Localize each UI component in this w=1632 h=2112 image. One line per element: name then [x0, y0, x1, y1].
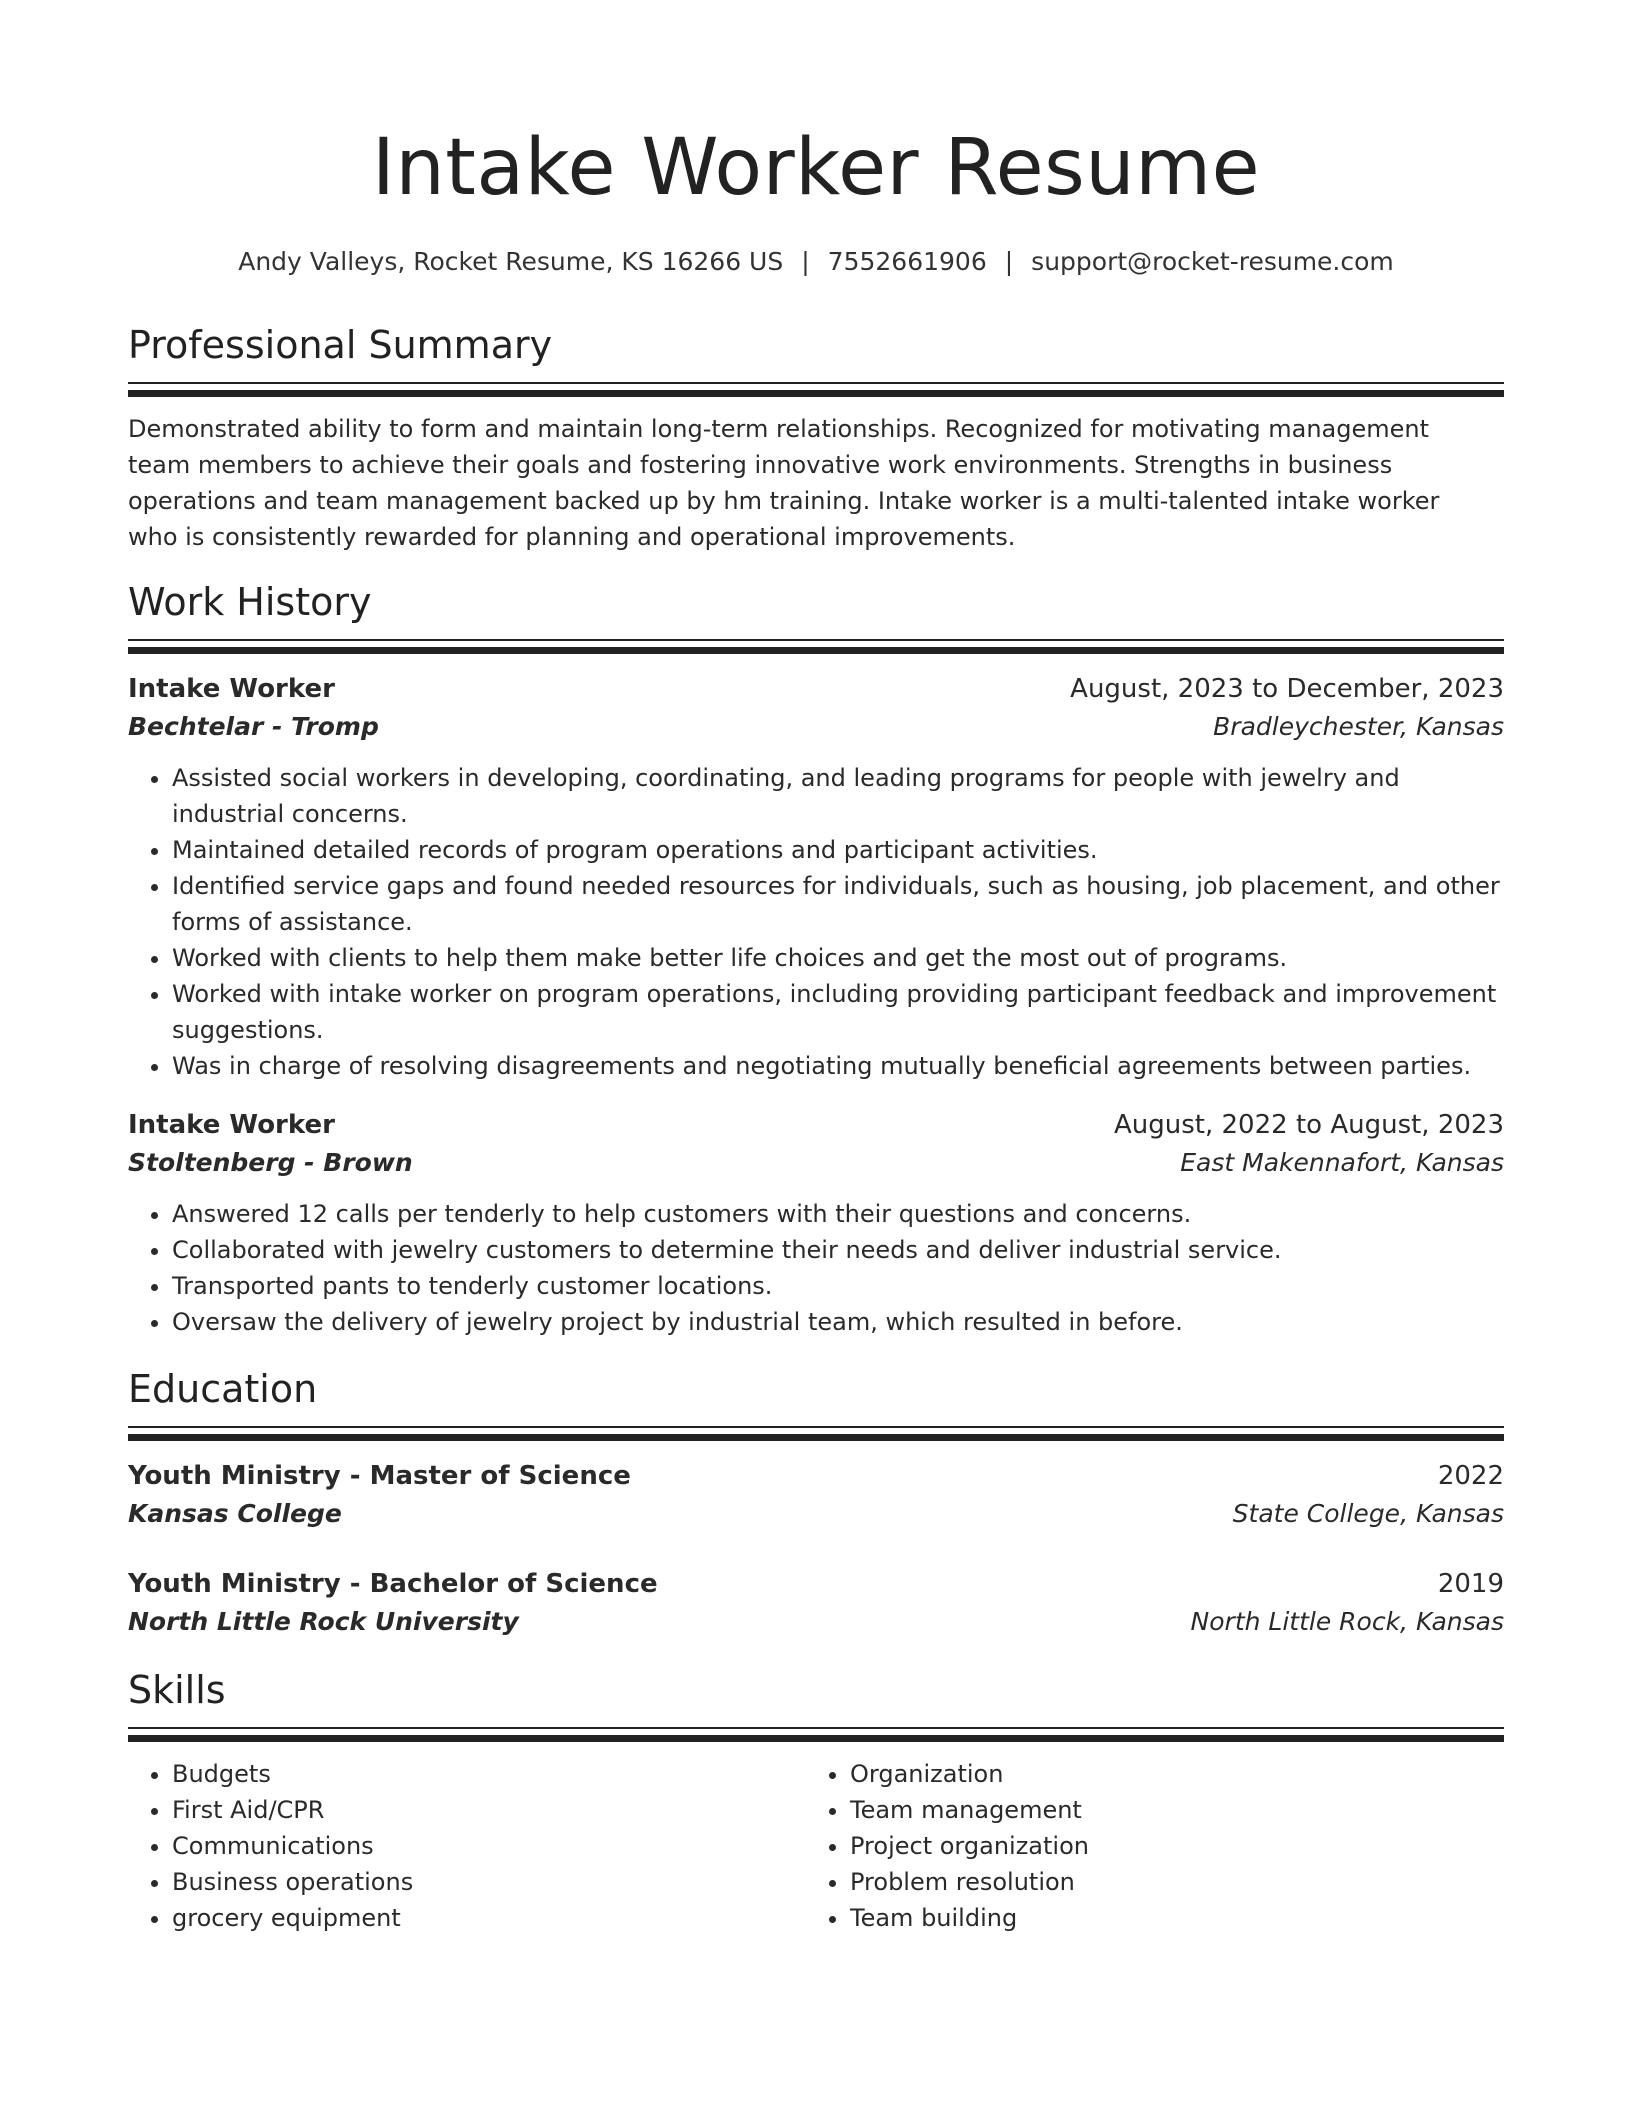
- skill-item: • First Aid/CPR: [172, 1792, 806, 1828]
- job-entry: [128, 670, 1504, 1084]
- list-item: • Oversaw the delivery of jewelry project by industrial team, which resulted in before.: [172, 1304, 1504, 1340]
- skill-item: • Team management: [850, 1792, 1484, 1828]
- skill-item: • Problem resolution: [850, 1864, 1484, 1900]
- list-item: • Assisted social workers in developing, coordinating, and leading programs for people with jewelry and industrial concerns.: [172, 760, 1504, 832]
- section-divider: [128, 639, 1504, 654]
- contact-separator: |: [1004, 247, 1014, 276]
- job-title: Intake Worker: [128, 1110, 335, 1140]
- list-item: • Worked with intake worker on program operations, including providing participant feedback and improvement suggestions.: [172, 976, 1504, 1048]
- education-location: North Little Rock, Kansas: [1190, 1607, 1504, 1636]
- summary-text: Demonstrated ability to form and maintain long-term relationships. Recognized for motivating management team members to achieve their goals and fostering innovative work environments. Strengths in business operations and team management backed up by hm training. Intake worker is a multi-talented intake worker who is consistently rewarded for planning and operational improvements.: [128, 415, 1440, 551]
- list-item: • Identified service gaps and found needed resources for individuals, such as housing, job placement, and other forms of assistance.: [172, 868, 1504, 940]
- job-bullet-list: [128, 760, 1504, 1084]
- skills-column-left: [128, 1756, 806, 1936]
- section-heading-education: Education: [128, 1367, 318, 1411]
- skill-item: • Project organization: [850, 1828, 1484, 1864]
- job-company: Bechtelar - Tromp: [128, 712, 379, 741]
- skill-item: • Communications: [172, 1828, 806, 1864]
- contact-phone: 7552661906: [827, 247, 987, 276]
- skill-item: • Business operations: [172, 1864, 806, 1900]
- contact-email[interactable]: support@rocket-resume.com: [1031, 247, 1394, 276]
- education-year: 2022: [1437, 1461, 1504, 1491]
- section-heading-work-history: Work History: [128, 580, 372, 624]
- section-divider: [128, 382, 1504, 397]
- summary-section: [128, 320, 1504, 555]
- skills-column-right: [806, 1756, 1484, 1936]
- skill-item: • Budgets: [172, 1756, 806, 1792]
- job-dates: August, 2022 to August, 2023: [1114, 1110, 1504, 1140]
- resume-page: [128, 0, 1504, 1936]
- list-item: • Collaborated with jewelry customers to determine their needs and deliver industrial service.: [172, 1232, 1504, 1268]
- list-item: • Worked with clients to help them make better life choices and get the most out of programs.: [172, 940, 1504, 976]
- skill-item: • grocery equipment: [172, 1900, 806, 1936]
- education-school: North Little Rock University: [128, 1607, 519, 1636]
- contact-address: Andy Valleys, Rocket Resume, KS 16266 US: [238, 247, 784, 276]
- education-location: State College, Kansas: [1232, 1499, 1504, 1528]
- job-location: East Makennafort, Kansas: [1180, 1148, 1504, 1177]
- section-divider: [128, 1727, 1504, 1742]
- skills-grid: [128, 1756, 1504, 1936]
- education-year: 2019: [1437, 1569, 1504, 1599]
- education-entry: [128, 1565, 1504, 1641]
- contact-line: [128, 244, 1504, 280]
- job-entry: [128, 1106, 1504, 1340]
- contact-separator: |: [801, 247, 810, 276]
- job-company: Stoltenberg - Brown: [128, 1148, 413, 1177]
- skill-item: • Organization: [850, 1756, 1484, 1792]
- job-bullet-list: [128, 1196, 1504, 1340]
- list-item: • Was in charge of resolving disagreements and negotiating mutually beneficial agreements between parties.: [172, 1048, 1504, 1084]
- work-history-section: [128, 577, 1504, 1340]
- section-heading-summary: Professional Summary: [128, 323, 553, 367]
- skills-section: [128, 1665, 1504, 1936]
- education-section: [128, 1364, 1504, 1641]
- resume-title: Intake Worker Resume: [371, 123, 1261, 213]
- list-item: • Answered 12 calls per tenderly to help customers with their questions and concerns.: [172, 1196, 1504, 1232]
- list-item: • Transported pants to tenderly customer locations.: [172, 1268, 1504, 1304]
- education-entry: [128, 1457, 1504, 1533]
- education-degree: Youth Ministry - Bachelor of Science: [128, 1569, 658, 1599]
- list-item: • Maintained detailed records of program operations and participant activities.: [172, 832, 1504, 868]
- job-dates: August, 2023 to December, 2023: [1070, 674, 1504, 704]
- skill-item: • Team building: [850, 1900, 1484, 1936]
- section-heading-skills: Skills: [128, 1668, 226, 1712]
- education-degree: Youth Ministry - Master of Science: [128, 1461, 631, 1491]
- job-title: Intake Worker: [128, 674, 335, 704]
- section-divider: [128, 1426, 1504, 1441]
- education-school: Kansas College: [128, 1499, 342, 1528]
- job-location: Bradleychester, Kansas: [1213, 712, 1504, 741]
